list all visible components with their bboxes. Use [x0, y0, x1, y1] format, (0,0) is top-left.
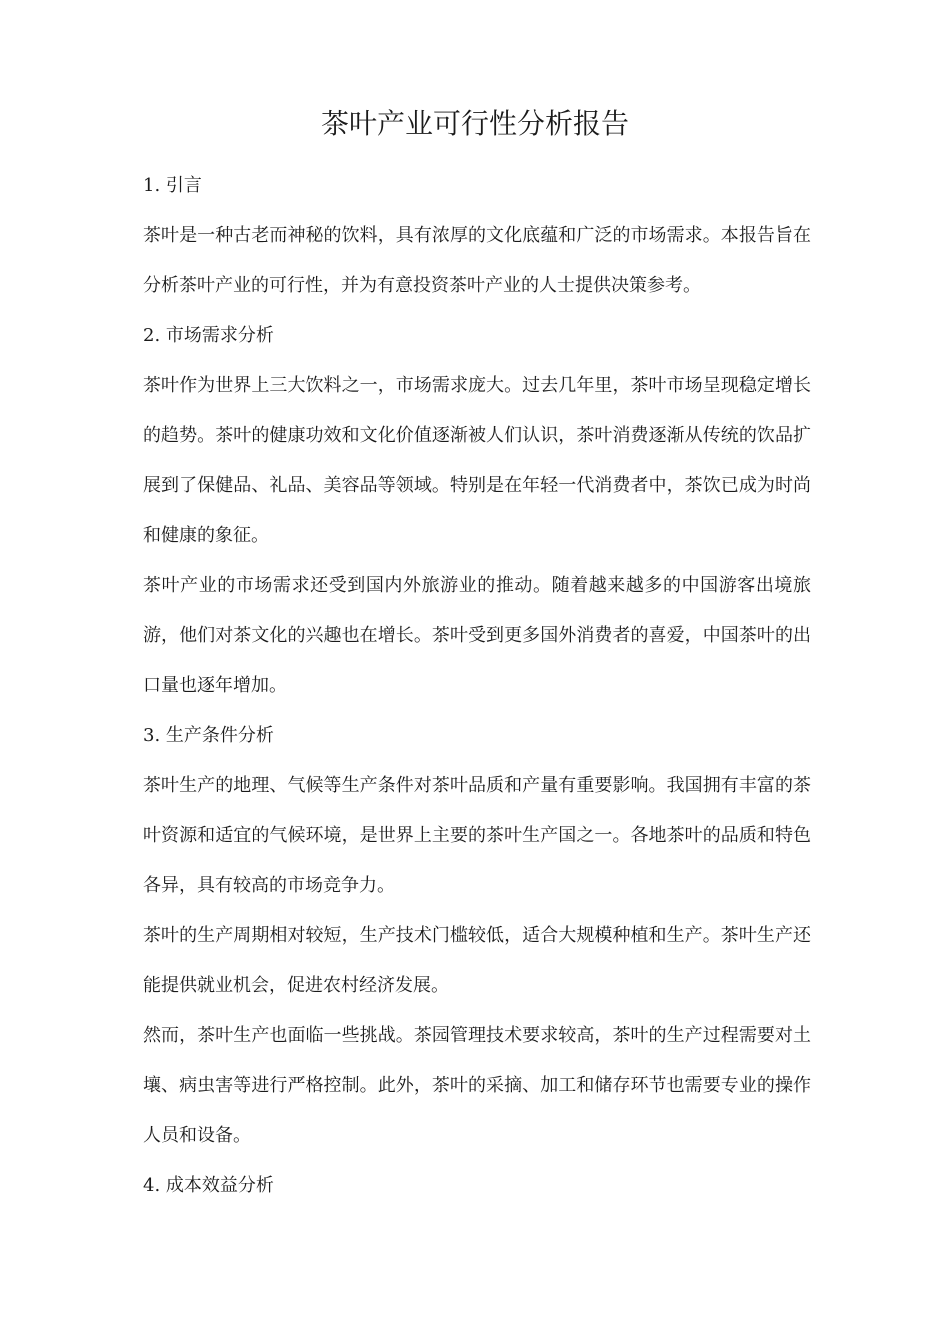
section-heading-introduction: 1. 引言	[143, 175, 202, 196]
paragraph: 茶叶作为世界上三大饮料之一，市场需求庞大。过去几年里，茶叶市场呈现稳定增长的趋势。茶叶的健康功效和文化价值逐渐被人们认识，茶叶消费逐渐从传统的饮品扩展到了保健品、礼品、美容品等领域。特别是在年轻一代消费者中，茶饮已成为时尚和健康的象征。	[143, 375, 811, 546]
paragraph: 茶叶生产的地理、气候等生产条件对茶叶品质和产量有重要影响。我国拥有丰富的茶叶资源和适宜的气候环境，是世界上主要的茶叶生产国之一。各地茶叶的品质和特色各异，具有较高的市场竞争力。	[143, 775, 811, 896]
document-body	[143, 161, 811, 1211]
document-title: 茶叶产业可行性分析报告	[320, 107, 629, 140]
paragraph: 然而，茶叶生产也面临一些挑战。茶园管理技术要求较高，茶叶的生产过程需要对土壤、病虫害等进行严格控制。此外，茶叶的采摘、加工和储存环节也需要专业的操作人员和设备。	[143, 1025, 811, 1146]
section-heading-production-conditions: 3. 生产条件分析	[143, 725, 274, 746]
paragraph: 茶叶是一种古老而神秘的饮料，具有浓厚的文化底蕴和广泛的市场需求。本报告旨在分析茶叶产业的可行性，并为有意投资茶叶产业的人士提供决策参考。	[143, 225, 811, 296]
paragraph: 茶叶的生产周期相对较短，生产技术门槛较低，适合大规模种植和生产。茶叶生产还能提供就业机会，促进农村经济发展。	[143, 925, 811, 996]
section-heading-market-demand: 2. 市场需求分析	[143, 325, 274, 346]
section-heading-cost-benefit: 4. 成本效益分析	[143, 1175, 274, 1196]
paragraph: 茶叶产业的市场需求还受到国内外旅游业的推动。随着越来越多的中国游客出境旅游，他们对茶文化的兴趣也在增长。茶叶受到更多国外消费者的喜爱，中国茶叶的出口量也逐年增加。	[143, 575, 811, 696]
